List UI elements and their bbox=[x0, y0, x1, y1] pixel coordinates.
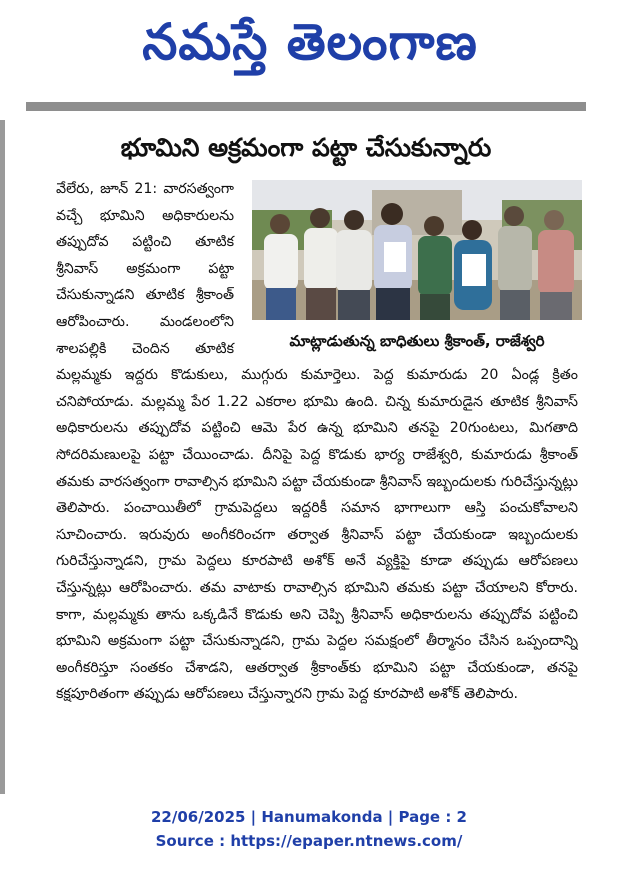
photo-wrap-space bbox=[244, 176, 578, 362]
article-headline: భూమిని అక్రమంగా పట్టా చేసుకున్నారు bbox=[120, 133, 492, 162]
photo-caption: మాట్లాడుతున్న బాధితులు శ్రీకాంత్, రాజేశ్వరి bbox=[252, 320, 582, 362]
masthead bbox=[0, 0, 618, 100]
masthead-divider bbox=[26, 102, 586, 111]
publication-info: 22/06/2025 | Hanumakonda | Page : 2 bbox=[150, 808, 467, 826]
clipping-border bbox=[0, 120, 5, 794]
source-link[interactable]: Source : https://epaper.ntnews.com/ bbox=[155, 832, 463, 850]
article-paragraph: వేలేరు, జూన్ 21: వారసత్వంగా వచ్చే భూమిని అధికారులను తప్పుదోవ పట్టించి తూటిక శ్రీనివాస్ అక్రమంగా పట్టా చేసుకున్నాడని తూటిక శ్రీకాంత్ ఆరోపించారు. మండలంలోని శాలపల్లికి చెందిన తూటిక మల్లమ్మకు ఇద్దరు కొడుకులు, ముగ్గురు కుమార్తెలు. పెద్ద కుమారుడు 20 ఏండ్ల క్రితం చనిపోయాడు. మల్లమ్మ పేర 1.22 ఎకరాల భూమి ఉంది. చిన్న కుమారుడైన తూటిక శ్రీనివాస్ అధికారులను తప్పుదోవ పట్టించి ఆమె పేర ఉన్న భూమిని తనపై 20గుంటలు, మిగతాది సోదరిమణులపై పట్టా చేయించాడు. దీనిపై పెద్ద కొడుకు భార్య రాజేశ్వరి, కుమారుడు శ్రీకాంత్ తమకు వారసత్వంగా రావాల్సిన భూమిని పట్టా చేయకుండా శ్రీనివాస్ ఇబ్బందులకు గురిచేస్తున్నట్లు తెలిపారు. పంచాయితీలో గ్రామపెద్దలు ఇద్దరికీ సమాన భాగాలుగా ఆస్తి పంచుకోవాలని సూచించారు. ఇరువురు అంగీకరించగా తర్వాత శ్రీనివాస్ పట్టా చేయకుండా ఇబ్బందులకు గురిచేస్తున్నాడని, గ్రామ పెద్దలు కూరపాటి అశోక్ అనే వ్యక్తిపై కూడా తప్పుడు ఆరోపణలు చేస్తున్నట్లు ఆరోపించారు. తమ వాటాకు రావాల్సిన భూమిని తమకు పట్టా చేయాలని కోరారు. కాగా, మల్లమ్మకు తాను ఒక్కడినే కొడుకు అని చెప్పి శ్రీనివాస్ అధికారులను తప్పుదోవ పట్టించి భూమిని అక్రమంగా పట్టా చేసుకున్నాడని, గ్రామ పెద్దల సమక్షంలో తీర్మానం చేసిన ఒప్పందాన్ని అంగీకరిస్తూ సంతకం చేశాడని, ఆతర్వాత శ్రీకాంత్‌కు భూమిని పట్టా చేయకుండా, తనపై కక్షపూరితంగా తప్పుడు ఆరోపణలు చేస్తున్నారని గ్రామ పెద్ద కూరపాటి అశోక్ తెలిపారు. bbox=[56, 181, 578, 703]
article-body bbox=[56, 176, 578, 786]
newspaper-logo: నమస్తే తెలంగాణ bbox=[142, 13, 478, 71]
